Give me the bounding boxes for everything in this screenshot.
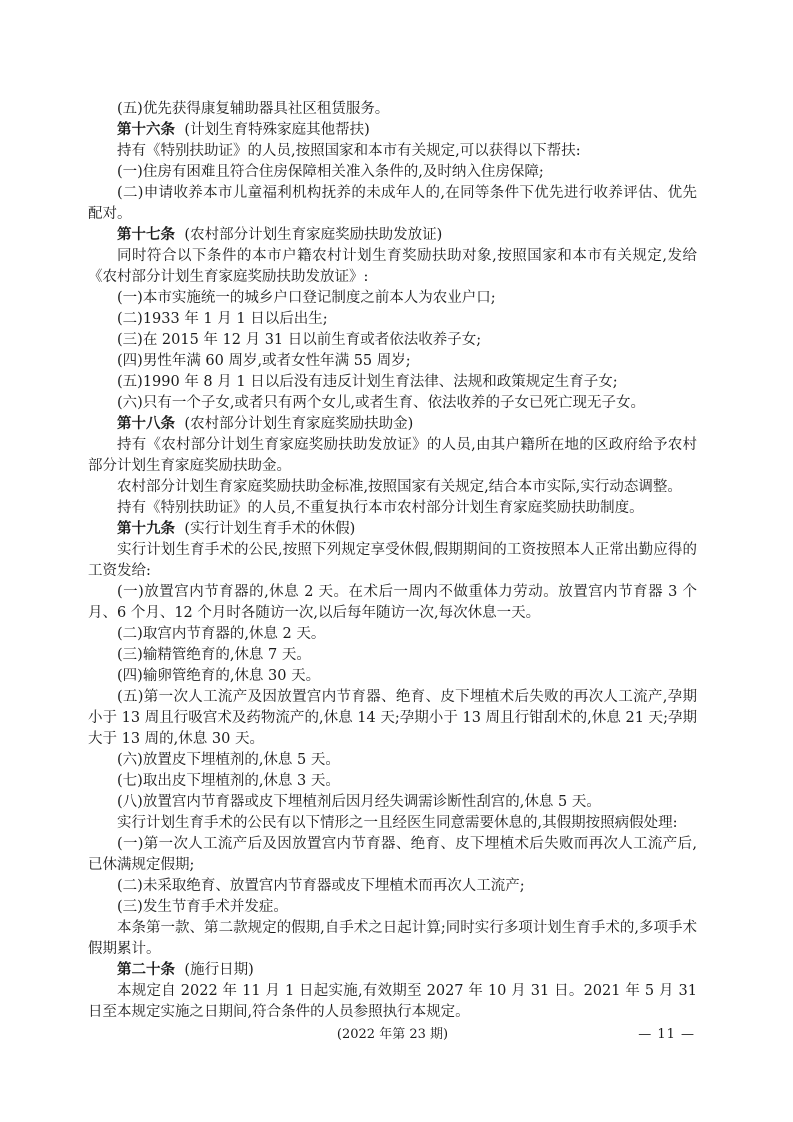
- article-title: (施行日期): [184, 962, 254, 978]
- article-number: 第十九条: [117, 521, 175, 537]
- article-title: (农村部分计划生育家庭奖励扶助发放证): [184, 227, 443, 243]
- paragraph: (三)发生节育手术并发症。: [117, 899, 288, 915]
- paragraph: (四)输卵管绝育的,休息 30 天。: [117, 668, 321, 684]
- paragraph: 同时符合以下条件的本市户籍农村计划生育奖励扶助对象,按照国家和本市有关规定,发给《农村部分计划生育家庭奖励扶助发放证》:: [88, 248, 697, 285]
- paragraph: 持有《特别扶助证》的人员,按照国家和本市有关规定,可以获得以下帮扶:: [117, 143, 581, 159]
- article-number: 第十八条: [117, 416, 175, 432]
- footer-issue: (2022 年第 23 期): [336, 1027, 449, 1042]
- paragraph: 本条第一款、第二款规定的假期,自手术之日起计算;同时实行多项计划生育手术的,多项手术假期累计。: [88, 920, 697, 957]
- paragraph: (二)1933 年 1 月 1 日以后出生;: [117, 311, 328, 327]
- paragraph: (三)输精管绝育的,休息 7 天。: [117, 647, 311, 663]
- article-heading-paragraph: [88, 960, 697, 981]
- article-heading-paragraph: [88, 120, 697, 141]
- paragraph: (一)住房有困难且符合住房保障相关准入条件的,及时纳入住房保障;: [117, 164, 544, 180]
- paragraph: (七)取出皮下埋植剂的,休息 3 天。: [117, 773, 340, 789]
- paragraph: (一)第一次人工流产后及因放置宫内节育器、绝育、皮下埋植术后失败而再次人工流产后,已休满规定假期;: [88, 836, 697, 873]
- paragraph: 持有《特别扶助证》的人员,不重复执行本市农村部分计划生育家庭奖励扶助制度。: [117, 500, 644, 516]
- paragraph: (一)放置宫内节育器的,休息 2 天。在术后一周内不做重体力劳动。放置宫内节育器 3 个月、6 个月、12 个月时各随访一次,以后每年随访一次,每次休息一天。: [88, 584, 697, 621]
- paragraph: (四)男性年满 60 周岁,或者女性年满 55 周岁;: [117, 353, 411, 369]
- article-number: 第十六条: [117, 122, 175, 138]
- article-number: 第十七条: [117, 227, 175, 243]
- paragraph: (三)在 2015 年 12 月 31 日以前生育或者依法收养子女;: [117, 332, 482, 348]
- paragraph: (二)申请收养本市儿童福利机构抚养的未成年人的,在同等条件下优先进行收养评估、优先配对。: [88, 185, 697, 222]
- paragraph: 农村部分计划生育家庭奖励扶助金标准,按照国家有关规定,结合本市实际,实行动态调整。: [117, 479, 682, 495]
- paragraph: (六)放置皮下埋植剂的,休息 5 天。: [117, 752, 340, 768]
- paragraph: 本规定自 2022 年 11 月 1 日起实施,有效期至 2027 年 10 月 31 日。2021 年 5 月 31 日至本规定实施之日期间,符合条件的人员参照执行本规定。: [88, 983, 697, 1020]
- article-heading-paragraph: [88, 225, 697, 246]
- article-number: 第二十条: [117, 962, 175, 978]
- page-footer: [88, 1024, 697, 1045]
- page-number: — 11 —: [638, 1027, 695, 1042]
- article-title: (农村部分计划生育家庭奖励扶助金): [184, 416, 414, 432]
- paragraph: (六)只有一个子女,或者只有两个女儿,或者生育、依法收养的子女已死亡现无子女。: [117, 395, 646, 411]
- article-heading-paragraph: [88, 414, 697, 435]
- article-title: (实行计划生育手术的休假): [184, 521, 356, 537]
- paragraph: 实行计划生育手术的公民,按照下列规定享受休假,假期期间的工资按照本人正常出勤应得的工资发给:: [88, 542, 697, 579]
- paragraph: (五)优先获得康复辅助器具社区租赁服务。: [117, 101, 390, 117]
- paragraph: (五)1990 年 8 月 1 日以后没有违反计划生育法律、法规和政策规定生育子女;: [117, 374, 618, 390]
- paragraph: 持有《农村部分计划生育家庭奖励扶助发放证》的人员,由其户籍所在地的区政府给予农村部分计划生育家庭奖励扶助金。: [88, 437, 697, 474]
- article-title: (计划生育特殊家庭其他帮扶): [184, 122, 370, 138]
- paragraph: (一)本市实施统一的城乡户口登记制度之前本人为农业户口;: [117, 290, 496, 306]
- article-heading-paragraph: [88, 519, 697, 540]
- document-body: [88, 99, 697, 1023]
- paragraph: (五)第一次人工流产及因放置宫内节育器、绝育、皮下埋植术后失败的再次人工流产,孕期小于 13 周且行吸宫术及药物流产的,休息 14 天;孕期小于 13 周且行钳刮术的,休息 21 天;孕期大于 13 周的,休息 30 天。: [88, 689, 697, 747]
- paragraph: (二)未采取绝育、放置宫内节育器或皮下埋植术而再次人工流产;: [117, 878, 525, 894]
- paragraph: (二)取宫内节育器的,休息 2 天。: [117, 626, 326, 642]
- paragraph: (八)放置宫内节育器或皮下埋植剂后因月经失调需诊断性刮宫的,休息 5 天。: [117, 794, 601, 810]
- paragraph: 实行计划生育手术的公民有以下情形之一且经医生同意需要休息的,其假期按照病假处理:: [117, 815, 678, 831]
